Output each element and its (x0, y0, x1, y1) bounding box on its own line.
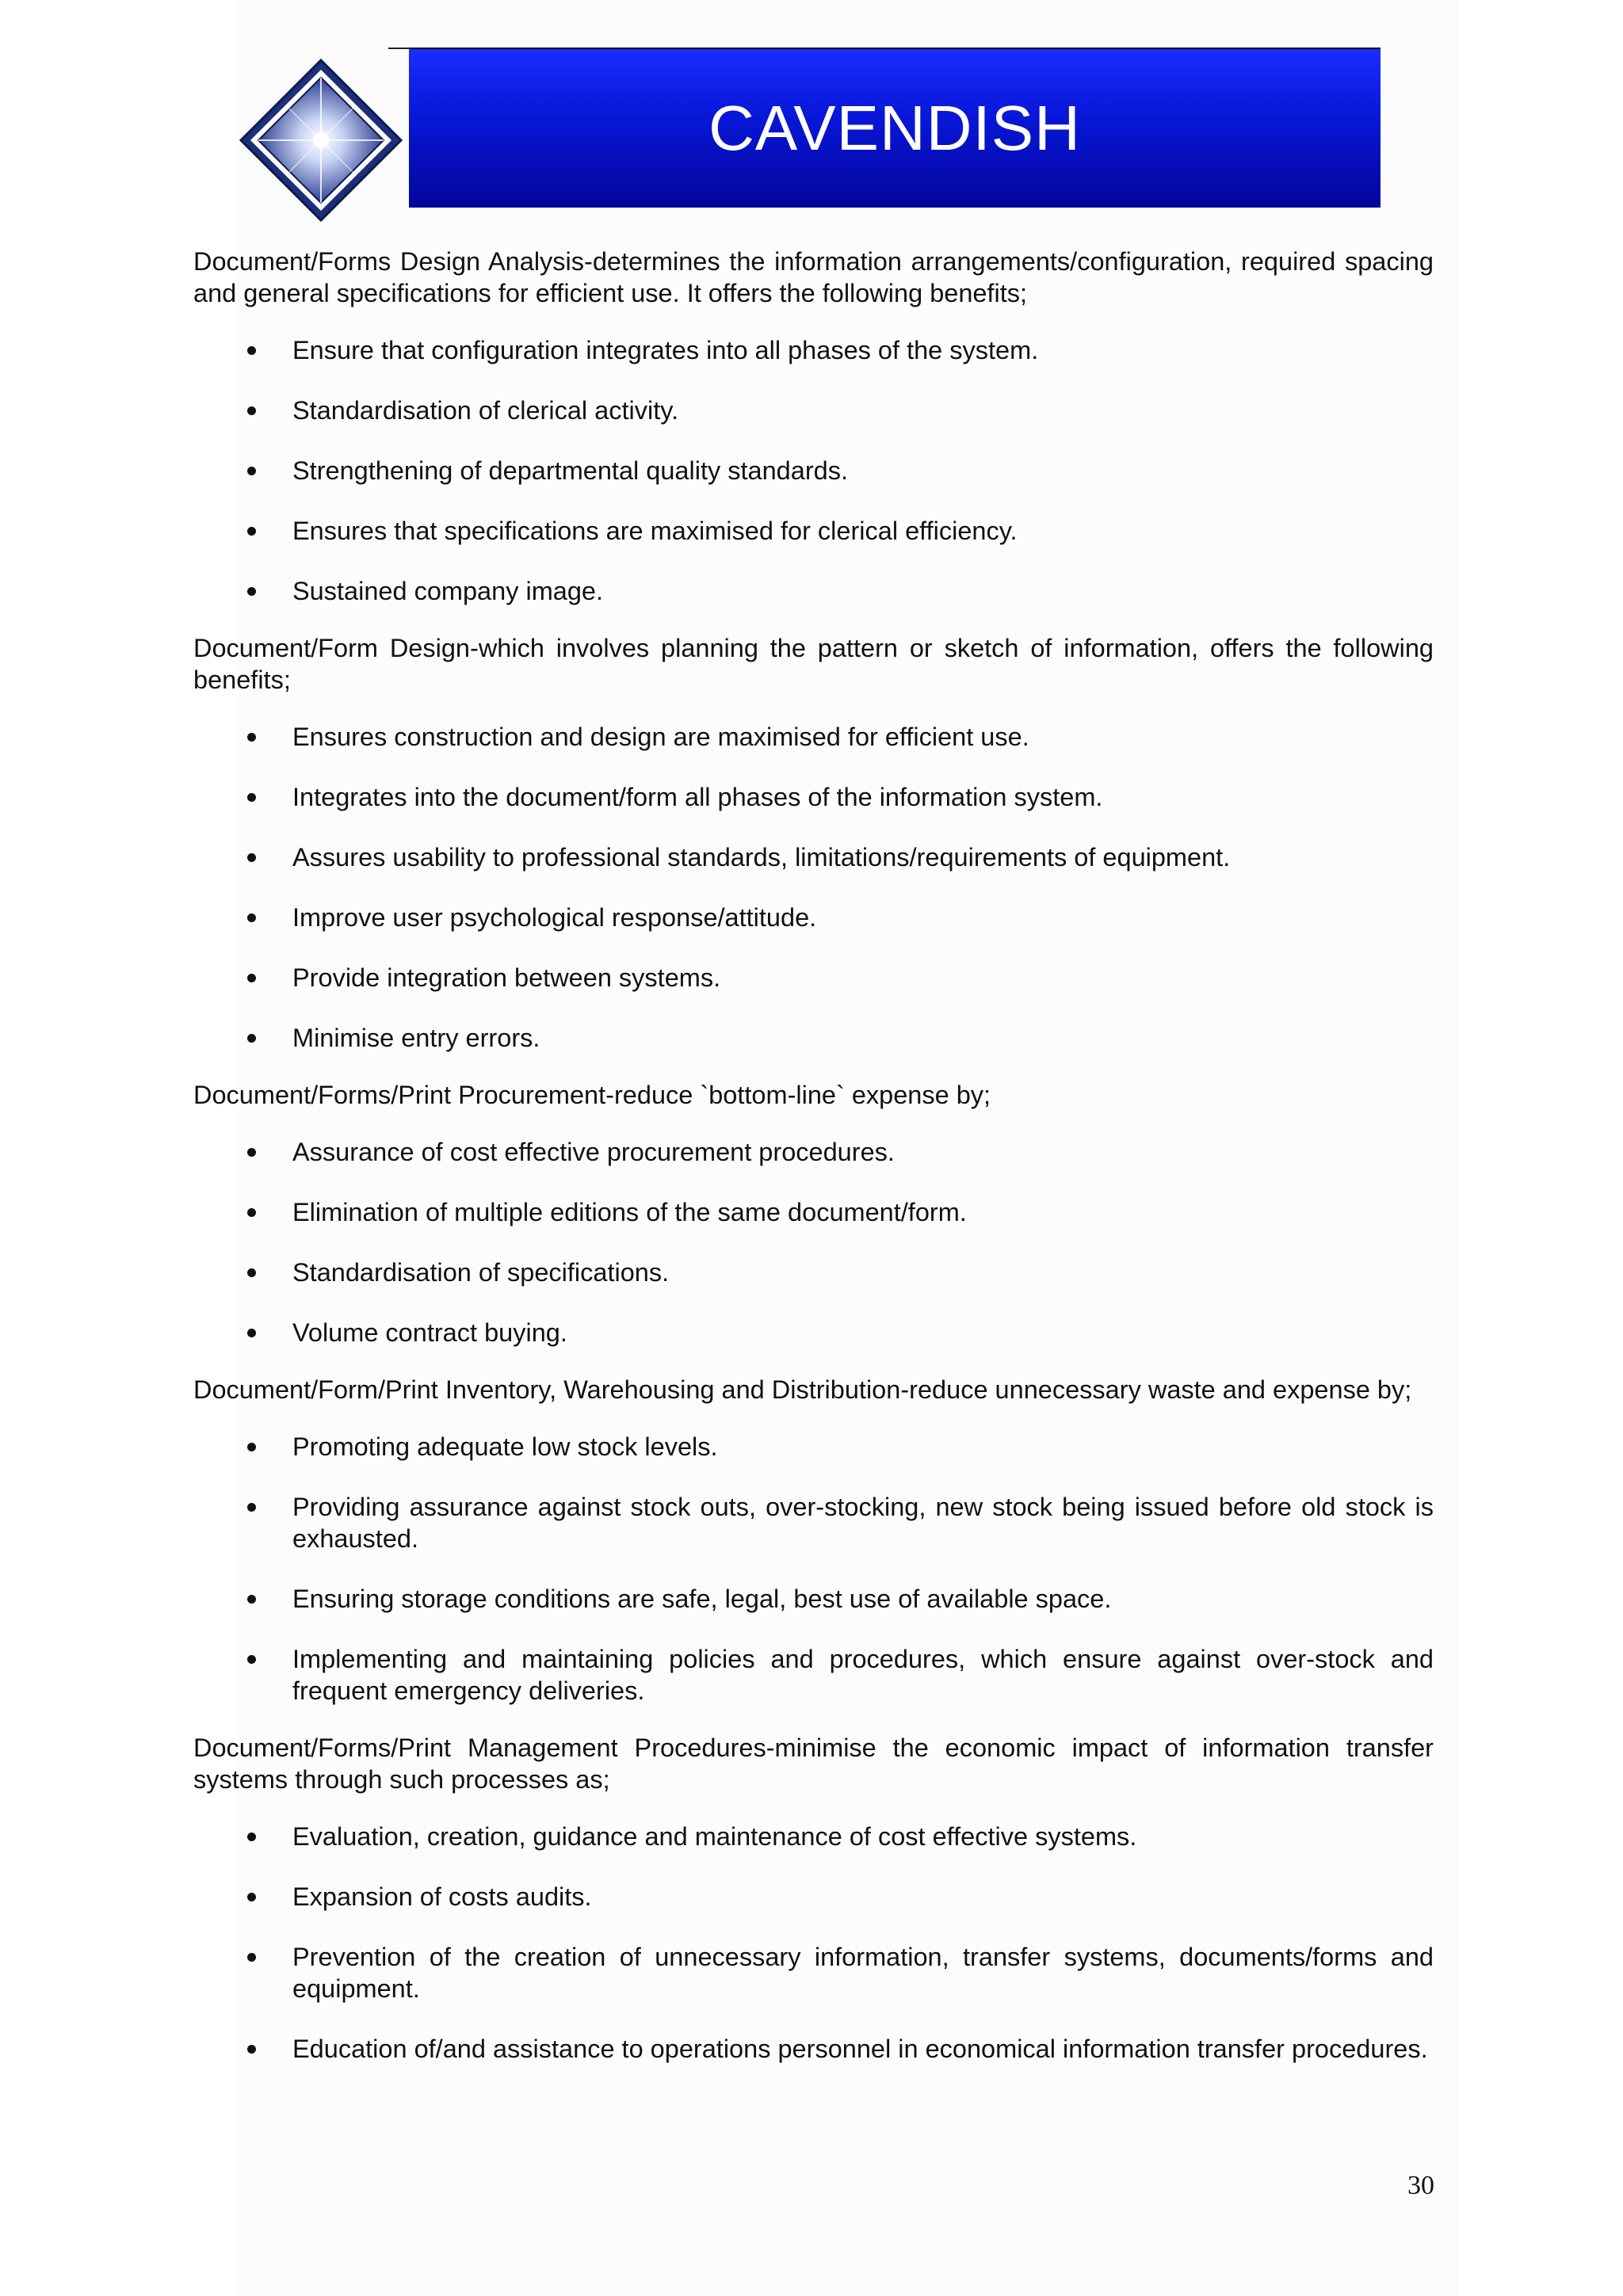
list-item: Promoting adequate low stock levels. (193, 1431, 1434, 1463)
bullet-icon (247, 1503, 256, 1512)
list-item: Ensures construction and design are maximised for efficient use. (193, 721, 1434, 753)
bullet-list (193, 1821, 1434, 2065)
bullet-icon (247, 1655, 256, 1664)
bullet-icon (247, 1034, 256, 1043)
section-intro: Document/Form Design-which involves planning the pattern or sketch of information, offers the following benefits; (193, 634, 1434, 694)
bullet-list (193, 1431, 1434, 1707)
list-item: Elimination of multiple editions of the same document/form. (193, 1196, 1434, 1228)
list-item: Strengthening of departmental quality standards. (193, 455, 1434, 486)
list-item: Provide integration between systems. (193, 962, 1434, 994)
bullet-icon (247, 1893, 256, 1901)
bullet-icon (247, 346, 256, 355)
list-item: Integrates into the document/form all phases of the information system. (193, 781, 1434, 813)
list-item: Standardisation of specifications. (193, 1257, 1434, 1288)
bullet-icon (247, 587, 256, 596)
header-banner (409, 48, 1381, 208)
list-item: Improve user psychological response/attitude. (193, 902, 1434, 933)
bullet-list (193, 1136, 1434, 1348)
list-item: Ensure that configuration integrates into all phases of the system. (193, 334, 1434, 366)
list-item: Sustained company image. (193, 575, 1434, 607)
section-intro: Document/Forms/Print Management Procedures-minimise the economic impact of information transfer systems through such processes as; (193, 1733, 1434, 1794)
list-item: Implementing and maintaining policies and procedures, which ensure against over-stock and frequent emergency deliveries. (193, 1643, 1434, 1707)
list-item: Standardisation of clerical activity. (193, 395, 1434, 426)
list-item: Education of/and assistance to operations personnel in economical information transfer procedures. (193, 2033, 1434, 2065)
bullet-icon (247, 793, 256, 802)
document-body (193, 246, 1434, 2090)
bullet-icon (247, 1329, 256, 1337)
list-item: Ensures that specifications are maximised for clerical efficiency. (193, 515, 1434, 547)
bullet-list (193, 334, 1434, 607)
bullet-icon (247, 1953, 256, 1962)
bullet-icon (247, 853, 256, 862)
page-number: 30 (1407, 2171, 1434, 2200)
bullet-icon (247, 1833, 256, 1841)
list-item: Volume contract buying. (193, 1317, 1434, 1348)
list-item: Minimise entry errors. (193, 1022, 1434, 1054)
list-item: Ensuring storage conditions are safe, legal, best use of available space. (193, 1583, 1434, 1615)
bullet-icon (247, 733, 256, 742)
bullet-list (193, 721, 1434, 1054)
bullet-icon (247, 1268, 256, 1277)
bullet-icon (247, 974, 256, 982)
diamond-logo-icon (238, 57, 404, 223)
bullet-icon (247, 1208, 256, 1217)
list-item: Prevention of the creation of unnecessary information, transfer systems, documents/forms and equipment. (193, 1941, 1434, 2004)
bullet-icon (247, 1148, 256, 1157)
section-intro: Document/Form/Print Inventory, Warehousing and Distribution-reduce unnecessary waste and expense by; (193, 1375, 1412, 1404)
list-item: Expansion of costs audits. (193, 1881, 1434, 1913)
list-item: Assurance of cost effective procurement procedures. (193, 1136, 1434, 1168)
list-item: Evaluation, creation, guidance and maintenance of cost effective systems. (193, 1821, 1434, 1852)
bullet-icon (247, 527, 256, 536)
brand-title: CAVENDISH (708, 93, 1081, 163)
list-item: Assures usability to professional standards, limitations/requirements of equipment. (193, 841, 1434, 873)
bullet-icon (247, 467, 256, 475)
bullet-icon (247, 2045, 256, 2054)
bullet-icon (247, 913, 256, 922)
section-intro: Document/Forms Design Analysis-determines the information arrangements/configuration, required spacing and general specifications for efficient use. It offers the following benefits; (193, 247, 1434, 307)
section-intro: Document/Forms/Print Procurement-reduce `bottom-line` expense by; (193, 1081, 991, 1109)
bullet-icon (247, 1595, 256, 1604)
list-item: Providing assurance against stock outs, over-stocking, new stock being issued before old stock is exhausted. (193, 1491, 1434, 1554)
bullet-icon (247, 1443, 256, 1451)
bullet-icon (247, 406, 256, 415)
